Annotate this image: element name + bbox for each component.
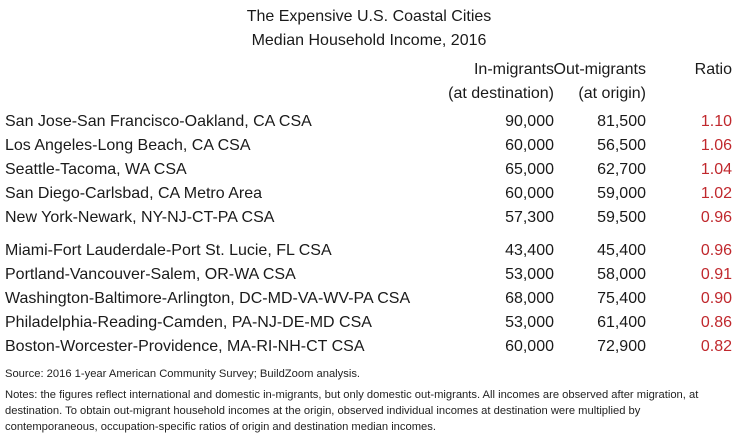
notes-text: Notes: the figures reflect international and domestic in-migrants, but only domestic out-migrants. All incomes are observed after migration, at destination. To obtain out-migrant household incomes at the origin, observed individual incomes at destination were multiplied by contemporaneous, occupation-specific ratios of origin and destination median incomes. [5, 389, 699, 433]
table-subtitle: Median Household Income, 2016 [251, 32, 487, 49]
row-in-migrants-cell: 60,000 [505, 185, 554, 202]
ratio-header: Ratio [694, 61, 732, 78]
row-place-cell: Boston-Worcester-Providence, MA-RI-NH-CT CSA [5, 338, 365, 355]
row-place-cell: Philadelphia-Reading-Camden, PA-NJ-DE-MD CSA [5, 314, 372, 331]
table-row [0, 136, 738, 156]
row-in-migrants-cell: 68,000 [505, 290, 554, 307]
row-out-migrants-cell: 62,700 [597, 161, 646, 178]
table-row [0, 265, 738, 285]
row-place-cell: Portland-Vancouver-Salem, OR-WA CSA [5, 266, 296, 283]
table-row [0, 112, 738, 132]
row-place-cell: San Diego-Carlsbad, CA Metro Area [5, 185, 263, 202]
row-in-migrants-cell: 90,000 [505, 113, 554, 130]
row-place-cell: Miami-Fort Lauderdale-Port St. Lucie, FL CSA [5, 242, 332, 259]
row-out-migrants-cell: 72,900 [597, 338, 646, 355]
table-row [0, 160, 738, 180]
row-ratio-cell: 1.02 [700, 185, 732, 202]
row-in-migrants-cell: 43,400 [505, 242, 554, 259]
row-in-migrants-cell: 53,000 [505, 266, 554, 283]
row-in-migrants-cell: 60,000 [505, 338, 554, 355]
row-ratio-cell: 0.90 [700, 290, 732, 307]
in-migrants-subheader: (at destination) [448, 85, 554, 102]
row-ratio-cell: 1.10 [700, 113, 732, 130]
row-place-cell: Los Angeles-Long Beach, CA CSA [5, 137, 251, 154]
row-in-migrants-cell: 65,000 [505, 161, 554, 178]
row-out-migrants-cell: 75,400 [597, 290, 646, 307]
table-row [0, 313, 738, 333]
row-ratio-cell: 0.96 [700, 242, 732, 259]
row-place-cell: Washington-Baltimore-Arlington, DC-MD-VA-WV-PA CSA [5, 290, 411, 307]
in-migrants-header: In-migrants [473, 61, 554, 78]
row-out-migrants-cell: 45,400 [597, 242, 646, 259]
table-row [0, 208, 738, 228]
table-row [0, 241, 738, 261]
out-migrants-subheader: (at origin) [578, 85, 646, 102]
row-in-migrants-cell: 57,300 [505, 209, 554, 226]
row-out-migrants-cell: 61,400 [597, 314, 646, 331]
row-place-cell: Seattle-Tacoma, WA CSA [5, 161, 187, 178]
table-row [0, 337, 738, 357]
row-in-migrants-cell: 53,000 [505, 314, 554, 331]
table-row [0, 184, 738, 204]
row-ratio-cell: 0.91 [700, 266, 732, 283]
table-title: The Expensive U.S. Coastal Cities [246, 8, 492, 25]
row-place-cell: New York-Newark, NY-NJ-CT-PA CSA [5, 209, 275, 226]
table-row [0, 289, 738, 309]
row-ratio-cell: 1.06 [700, 137, 732, 154]
out-migrants-header: Out-migrants [553, 61, 646, 78]
row-out-migrants-cell: 56,500 [597, 137, 646, 154]
row-out-migrants-cell: 59,500 [597, 209, 646, 226]
row-ratio-cell: 1.04 [700, 161, 732, 178]
row-out-migrants-cell: 81,500 [597, 113, 646, 130]
row-in-migrants-cell: 60,000 [505, 137, 554, 154]
row-place-cell: San Jose-San Francisco-Oakland, CA CSA [5, 113, 312, 130]
row-out-migrants-cell: 59,000 [597, 185, 646, 202]
source-note: Source: 2016 1-year American Community Survey; BuildZoom analysis. [5, 368, 361, 380]
row-ratio-cell: 0.82 [700, 338, 732, 355]
row-ratio-cell: 0.96 [700, 209, 732, 226]
row-ratio-cell: 0.86 [700, 314, 732, 331]
row-out-migrants-cell: 58,000 [597, 266, 646, 283]
